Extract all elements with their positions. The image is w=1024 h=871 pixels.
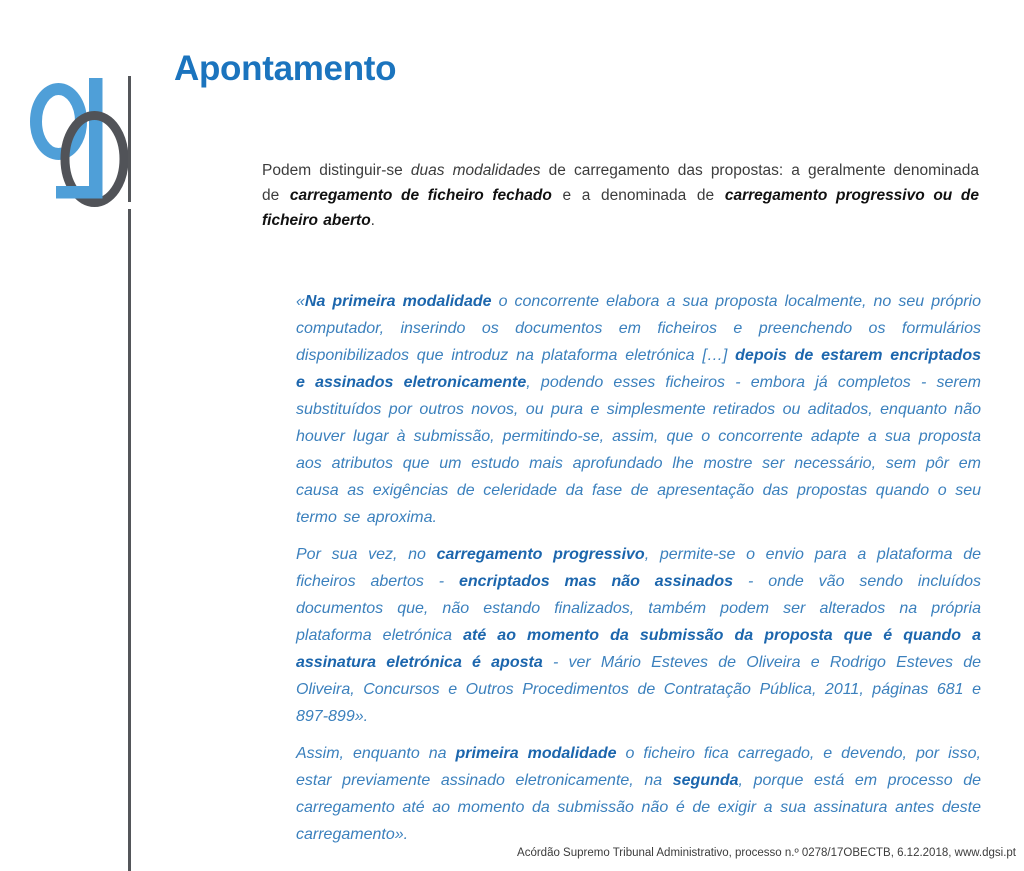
text-run: - onde vão sendo incluídos documentos que, não estando finalizados, também podem ser alterados na própria plataforma eletrónica xyxy=(296,573,982,644)
text-run: o concorrente elabora a sua proposta localmente, no seu próprio computador, inserindo os documentos em ficheiros e preenchendo os formulários disponibilizados que introduz na plataforma eletrónica […] xyxy=(296,293,981,364)
text-run: , porque está em processo de carregamento até ao momento da submissão não é de exigir a sua assinatura antes deste carregamento». xyxy=(296,772,981,843)
text-run: depois de estarem encriptados e assinados eletronicamente xyxy=(296,347,981,391)
vertical-rule-top xyxy=(128,76,131,202)
text-run: Podem distinguir-se xyxy=(262,162,411,179)
text-run: e a denominada de xyxy=(551,187,725,204)
text-run: - ver Mário Esteves de Oliveira e Rodrigo Esteves de Oliveira, Concursos e Outros Procedimentos de Contratação Pública, 2011, páginas 681 e 897-899». xyxy=(296,654,981,725)
quote-paragraph-3 xyxy=(296,740,981,848)
text-run: carregamento progressivo xyxy=(436,546,645,563)
text-run: até ao momento da submissão da proposta que é quando a assinatura eletrónica é aposta xyxy=(296,627,981,671)
text-run: carregamento de ficheiro fechado xyxy=(289,187,552,204)
text-run: encriptados mas não assinados xyxy=(458,573,734,590)
text-run: Por sua vez, no xyxy=(296,546,437,563)
quote-paragraph-1 xyxy=(296,288,981,531)
text-run: Na primeira modalidade xyxy=(304,293,492,310)
page-title: Apontamento xyxy=(174,49,397,88)
quote-paragraph-2 xyxy=(296,541,981,730)
text-run: duas modalidades xyxy=(410,162,541,179)
text-run: « xyxy=(296,293,305,310)
text-run: segunda xyxy=(672,772,739,789)
text-run: . xyxy=(370,212,375,229)
logo-g-foot xyxy=(56,186,103,199)
text-run: de carregamento das propostas: a geralmente denominada de xyxy=(262,162,979,204)
text-run: , podendo esses ficheiros - embora já completos - serem substituídos por outros novos, ou pura e simplesmente retirados ou aditados, enquanto não houver lugar à submissão, permitindo-se, assim, que o concorrente adapte a sua proposta aos atributos que um estudo mais aprofundado lhe mostre ser necessário, sem pôr em causa as exigências de celeridade da fase de apresentação das propostas quando o seu termo se aproxima. xyxy=(296,374,981,526)
intro-paragraph xyxy=(262,158,979,233)
text-run: o ficheiro fica carregado, e devendo, por isso, estar previamente assinado eletronicamente, na xyxy=(296,745,981,789)
text-run: , permite-se o envio para a plataforma de ficheiros abertos - xyxy=(296,546,981,590)
logo-g-stem xyxy=(89,78,103,198)
text-run: primeira modalidade xyxy=(455,745,617,762)
text-run: carregamento progressivo ou de ficheiro aberto xyxy=(262,187,980,229)
citation-footer: Acórdão Supremo Tribunal Administrativo, processo n.º 0278/17OBECTB, 6.12.2018, www.dgsi.pt xyxy=(517,847,1016,859)
quote-block xyxy=(296,288,981,858)
gd-logo-icon xyxy=(28,74,132,210)
vertical-rule-bottom xyxy=(128,209,131,871)
text-run: Assim, enquanto na xyxy=(296,745,456,762)
